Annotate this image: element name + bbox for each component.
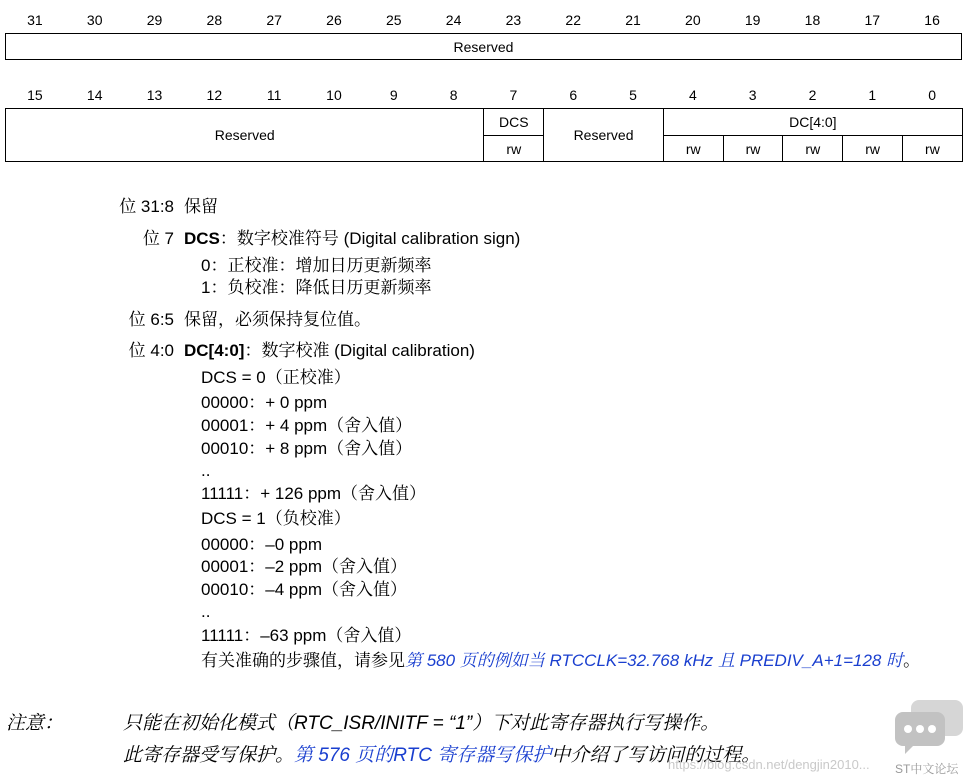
lower-bit-numbers xyxy=(5,85,962,105)
dc-value-line: DCS = 0（正校准） xyxy=(201,368,351,387)
forum-logo-icon xyxy=(893,698,965,758)
bit-number: 5 xyxy=(629,87,637,103)
bit-number: 1 xyxy=(868,87,877,103)
bit-number: 30 xyxy=(86,12,103,28)
bit-desc-4-0 xyxy=(184,340,475,362)
bit-number: 19 xyxy=(744,12,761,28)
bit-number: 31 xyxy=(27,12,43,28)
dc-value-line: 00010：–4 ppm（舍入值） xyxy=(201,580,407,599)
dc-access: rw xyxy=(903,136,963,162)
bit-label-6-5: 位 6:5 xyxy=(128,310,174,329)
dc-access: rw xyxy=(783,136,843,162)
bit-number: 22 xyxy=(565,12,581,28)
bit-number: 26 xyxy=(326,12,342,28)
bit-number: 0 xyxy=(928,87,936,103)
bit-number: 11 xyxy=(266,87,282,103)
note-line-2 xyxy=(123,743,760,769)
bit-desc-31-8: 保留 xyxy=(184,197,218,216)
dcs-access: rw xyxy=(484,136,544,162)
reserved-field: Reserved xyxy=(6,34,962,60)
forum-logo-text: ST中文论坛 xyxy=(895,762,959,776)
bit-number: 24 xyxy=(445,12,462,28)
field-name-dc: DC[4:0] xyxy=(184,341,245,360)
bit-number: 4 xyxy=(688,87,697,103)
bit-number: 27 xyxy=(266,12,282,28)
bit-number: 9 xyxy=(389,87,398,103)
bit-number: 10 xyxy=(326,87,342,103)
bit-label-31-8: 位 31:8 xyxy=(119,197,174,216)
bit-number: 3 xyxy=(748,87,757,103)
dc-value-line: .. xyxy=(201,461,211,480)
dc-value-line: 00010：+ 8 ppm（舍入值） xyxy=(201,439,413,458)
bit-desc-6-5: 保留，必须保持复位值。 xyxy=(184,310,371,329)
note-prefix: 此寄存器受写保护。 xyxy=(123,745,295,766)
field-desc: ：数字校准符号 (Digital calibration sign) xyxy=(219,229,521,248)
dc-access: rw xyxy=(663,136,723,162)
reserved-field: Reserved xyxy=(544,109,664,162)
note-label: 注意： xyxy=(6,713,64,734)
upper-bit-numbers xyxy=(5,10,962,30)
bit-number: 23 xyxy=(505,12,522,28)
reference-link[interactable]: 第 580 页的例如当 RTCCLK=32.768 kHz 且 PREDIV_A+1=128 时 xyxy=(405,651,904,670)
bit-number: 18 xyxy=(804,12,821,28)
dc-field: DC[4:0] xyxy=(663,109,962,136)
note-suffix: 中介绍了写访问的过程。 xyxy=(551,745,761,766)
dc-access: rw xyxy=(723,136,783,162)
note-line-1: 只能在初始化模式（RTC_ISR/INITF = “1”）下对此寄存器执行写操作。 xyxy=(123,713,720,734)
bit-number: 12 xyxy=(206,87,223,103)
bit-number: 15 xyxy=(27,87,43,103)
dc-value-line: .. xyxy=(201,602,211,621)
bit-desc-7 xyxy=(184,228,520,250)
dc-value-line: 11111：+ 126 ppm（舍入值） xyxy=(201,484,427,503)
field-desc: ：数字校准 (Digital calibration) xyxy=(244,341,475,360)
dcs-option-0: 0：正校准：增加日历更新频率 xyxy=(201,256,432,275)
dc-value-line: 00001：+ 4 ppm（舍入值） xyxy=(201,416,413,435)
watermark-url: https://blog.csdn.net/dengjin2010... xyxy=(668,757,870,772)
note-link[interactable]: 第 576 页的RTC 寄存器写保护 xyxy=(294,745,552,766)
bit-number: 25 xyxy=(385,12,402,28)
bit-number: 6 xyxy=(569,87,578,103)
upper-register-table xyxy=(5,33,962,60)
dc-value-line: 11111：–63 ppm（舍入值） xyxy=(201,626,412,645)
lower-register-table xyxy=(5,108,963,162)
bit-number: 17 xyxy=(864,12,881,28)
dc-access: rw xyxy=(843,136,903,162)
dc-value-line: 00000：+ 0 ppm xyxy=(201,393,328,412)
bit-label-7: 位 7 xyxy=(142,229,174,248)
reference-line xyxy=(201,650,920,672)
bit-number: 8 xyxy=(449,87,458,103)
bit-number: 20 xyxy=(685,12,701,28)
field-name-dcs: DCS xyxy=(184,229,220,248)
bit-number: 21 xyxy=(625,12,641,28)
bit-number: 16 xyxy=(924,12,940,28)
dc-value-line: 00001：–2 ppm（舍入值） xyxy=(201,557,407,576)
dcs-field: DCS xyxy=(484,109,544,136)
bit-number: 28 xyxy=(206,12,223,28)
reference-prefix: 有关准确的步骤值，请参见 xyxy=(201,651,405,670)
dc-value-line: DCS = 1（负校准） xyxy=(201,509,351,528)
dc-value-line: 00000：–0 ppm xyxy=(201,535,322,554)
bit-number: 29 xyxy=(146,12,163,28)
bit-label-4-0: 位 4:0 xyxy=(128,341,174,360)
dcs-option-1: 1：负校准：降低日历更新频率 xyxy=(201,278,432,297)
reserved-field: Reserved xyxy=(6,109,484,162)
reference-suffix: 。 xyxy=(903,651,921,670)
bit-number: 2 xyxy=(808,87,817,103)
bit-number: 7 xyxy=(509,87,518,103)
bit-number: 13 xyxy=(146,87,163,103)
bit-number: 14 xyxy=(86,87,103,103)
